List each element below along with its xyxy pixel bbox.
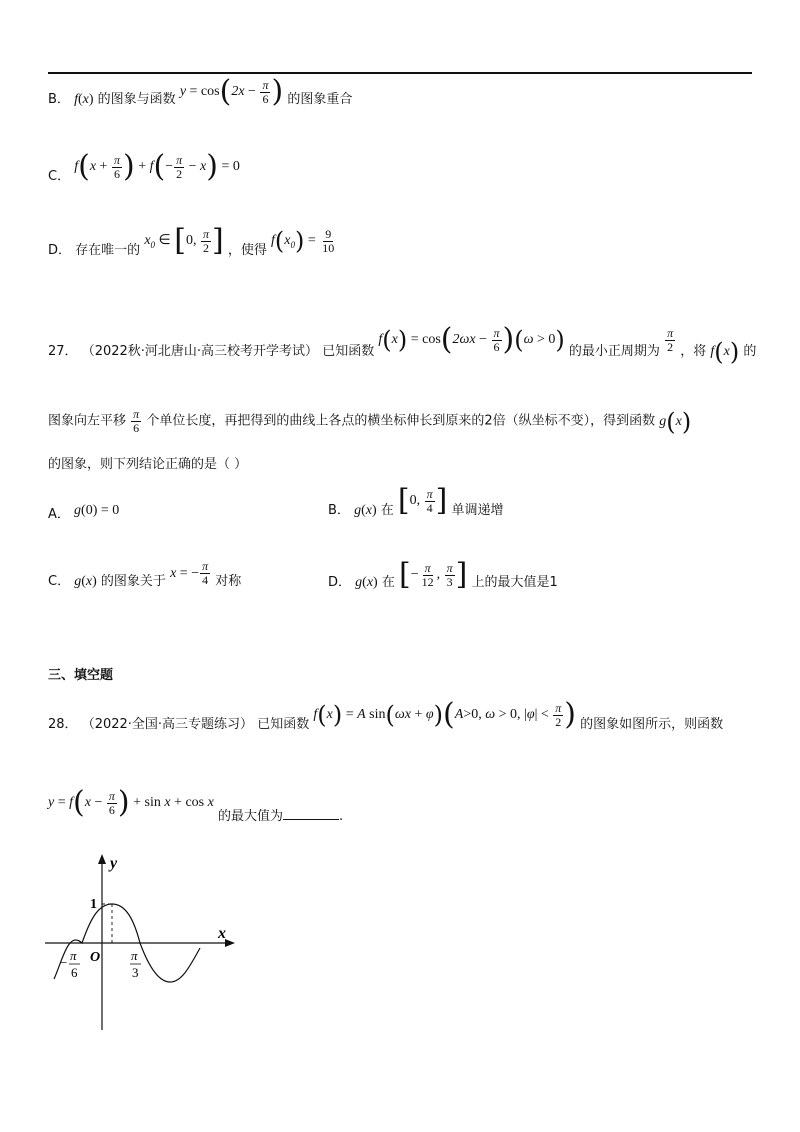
- math-period: $\frac{\pi}{2}$: [667, 325, 674, 354]
- option-label: B．: [48, 92, 70, 108]
- question-text: 的最大值为: [217, 809, 283, 825]
- option-text: 上的最大值是1: [471, 575, 558, 591]
- q27-option-b: [328, 483, 504, 519]
- tick-right-denominator: 3: [132, 965, 139, 980]
- math-function-def: f(x) = cos(2ωx − $\frac{\pi}{6}$ )(ω > 0): [378, 322, 565, 357]
- math-interval: $x_0$ ∈ [0, $\frac{\pi}{2}$ ]: [144, 223, 224, 258]
- option-text: 在: [381, 575, 395, 591]
- question-text: 个单位长度，再把得到的曲线上各点的横坐标伸长到原来的2倍（纵坐标不变），得到函数: [146, 413, 656, 429]
- q26-option-d: [48, 223, 337, 259]
- question-text: 的图象，则下列结论正确的是（ ）: [48, 457, 248, 472]
- option-text: 的图象重合: [287, 92, 353, 108]
- q26-option-c: [48, 149, 240, 185]
- q28-line-1: [48, 697, 724, 733]
- sine-graph: [40, 850, 250, 1040]
- math-g0: g(0) = 0: [74, 503, 120, 518]
- q26-option-b: [48, 74, 353, 115]
- tick-left-denominator: 6: [71, 965, 78, 980]
- math-fx: f(x): [710, 338, 740, 366]
- question-number: 28．: [48, 717, 78, 733]
- option-text: 存在唯一的: [75, 243, 141, 259]
- option-text: 的图象关于: [100, 573, 166, 589]
- x-axis-arrow-icon: [225, 939, 235, 947]
- question-text: 的图象如图所示，则函数: [580, 717, 724, 733]
- x-axis-label: x: [218, 925, 226, 942]
- math-cos-expression: y = cos(2x − $\frac{\pi}{6}$ ): [179, 74, 284, 109]
- math-gx: g(x): [354, 503, 377, 519]
- question-text: 图象向左平移: [48, 413, 127, 429]
- max-value-label: 1: [90, 897, 97, 912]
- top-rule: [48, 72, 752, 74]
- question-text: .: [338, 809, 344, 825]
- q27-line-2: [48, 408, 691, 435]
- math-shift: $\frac{\pi}{6}$: [133, 407, 140, 435]
- math-gx: g(x): [74, 573, 97, 589]
- tick-right-numerator: π: [131, 948, 138, 963]
- question-source: （2022·全国·高三专题练习）: [81, 717, 254, 733]
- option-text: 对称: [215, 573, 242, 589]
- math-fx: f(x): [74, 92, 94, 108]
- option-label: B．: [328, 503, 350, 519]
- q27-line-3: [48, 457, 247, 473]
- question-number: 27．: [48, 344, 78, 360]
- option-label: C．: [48, 169, 71, 185]
- option-text: 单调递增: [451, 503, 504, 519]
- option-text: 在: [380, 503, 394, 519]
- question-text: 的: [743, 344, 757, 360]
- section-heading: 三、填空题: [48, 668, 114, 683]
- section-title: [48, 668, 113, 684]
- origin-label: O: [90, 950, 101, 965]
- q27-line-1: [48, 322, 757, 366]
- q28-line-2: [48, 785, 344, 825]
- option-label: D．: [328, 575, 352, 591]
- tick-left-numerator: π: [70, 948, 77, 963]
- math-gx: g(x): [355, 575, 378, 591]
- option-label: C．: [48, 573, 71, 589]
- q27-option-a: [48, 503, 120, 522]
- math-axis-line: x = − $\frac{\pi}{4}$: [170, 559, 209, 587]
- math-gx: g(x): [659, 407, 692, 436]
- math-function-def: f(x) = A sin(ωx + φ)(A>0, ω > 0, |φ| < $\frac{\pi}{2}$ ): [313, 697, 576, 732]
- q27-option-c: [48, 560, 241, 587]
- question-text: 的最小正周期为: [568, 344, 660, 360]
- option-text: ，使得: [227, 243, 267, 259]
- option-label: D．: [48, 243, 72, 259]
- tick-left-sign: −: [60, 955, 68, 970]
- math-target-function: y = f(x − $\frac{\pi}{6}$ ) + sin x + cos x: [48, 785, 214, 820]
- answer-blank[interactable]: [283, 807, 339, 820]
- q27-option-d: [328, 557, 558, 592]
- y-axis-arrow-icon: [98, 854, 106, 864]
- math-interval: [0, $\frac{\pi}{4}$ ]: [397, 483, 448, 518]
- y-axis-label: y: [110, 855, 118, 872]
- math-identity: f(x + $\frac{\pi}{6}$ ) + f(− $\frac{\pi}{2}$ − x) = 0: [74, 149, 240, 184]
- question-source: （2022秋·河北唐山·高三校考开学考试）: [81, 344, 319, 360]
- question-text: ，将: [680, 344, 707, 360]
- math-equation: $f(x_0)$ = $\frac{9}{10}$: [270, 226, 335, 255]
- option-text: 的图象与函数: [97, 92, 176, 108]
- math-interval: [− $\frac{\pi}{12}$ , $\frac{\pi}{3}$ ]: [399, 557, 468, 592]
- question-text: 已知函数: [257, 717, 310, 733]
- question-text: 已知函数: [322, 344, 375, 360]
- option-label: A．: [48, 507, 70, 522]
